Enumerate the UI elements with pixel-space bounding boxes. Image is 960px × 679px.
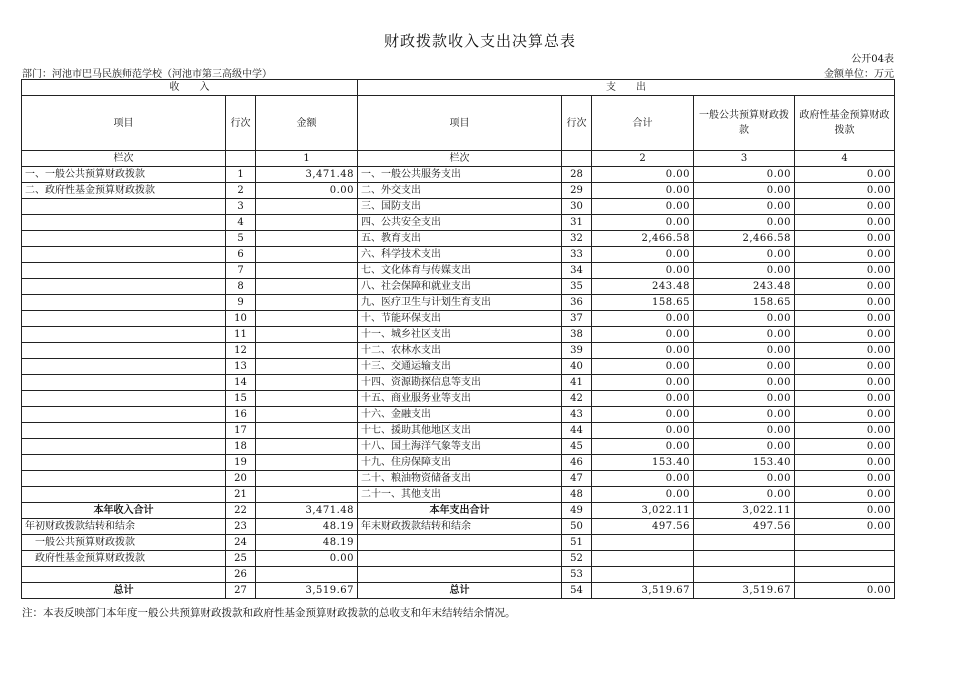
expense-total: 0.00 <box>592 375 694 391</box>
expense-line-no: 44 <box>562 423 592 439</box>
income-amount <box>256 247 358 263</box>
expense-general-budget: 0.00 <box>694 359 795 375</box>
expense-gov-fund <box>795 551 895 567</box>
expense-item: 十、节能环保支出 <box>358 311 562 327</box>
table-row <box>22 183 895 199</box>
expense-gov-fund: 0.00 <box>795 343 895 359</box>
table-row <box>22 343 895 359</box>
income-item <box>22 231 226 247</box>
expense-general-budget: 0.00 <box>694 407 795 423</box>
grand-total-income-label: 总计 <box>22 583 226 599</box>
expense-gov-fund: 0.00 <box>795 199 895 215</box>
income-amount-header: 金额 <box>256 96 358 151</box>
expense-total <box>592 551 694 567</box>
income-line-no: 13 <box>226 359 256 375</box>
expense-line-no: 41 <box>562 375 592 391</box>
expense-line-no: 33 <box>562 247 592 263</box>
expense-item: 年末财政拨款结转和结余 <box>358 519 562 535</box>
expense-item: 五、教育支出 <box>358 231 562 247</box>
expense-gov-fund: 0.00 <box>795 519 895 535</box>
expense-total-header: 合计 <box>592 96 694 151</box>
expense-total: 0.00 <box>592 407 694 423</box>
table-row <box>22 295 895 311</box>
table-row <box>22 279 895 295</box>
expense-gov-fund: 0.00 <box>795 471 895 487</box>
expense-total: 243.48 <box>592 279 694 295</box>
income-item: 政府性基金预算财政拨款 <box>22 551 226 567</box>
income-item <box>22 215 226 231</box>
income-line-no: 23 <box>226 519 256 535</box>
expense-line-no: 39 <box>562 343 592 359</box>
table-row <box>22 311 895 327</box>
expense-general-budget <box>694 551 795 567</box>
expense-item: 六、科学技术支出 <box>358 247 562 263</box>
column-label-2: 栏次 <box>358 151 562 167</box>
expense-general-budget: 0.00 <box>694 327 795 343</box>
income-line-no: 10 <box>226 311 256 327</box>
income-amount <box>256 263 358 279</box>
income-amount <box>256 343 358 359</box>
expense-item: 三、国防支出 <box>358 199 562 215</box>
expense-item: 九、医疗卫生与计划生育支出 <box>358 295 562 311</box>
expense-line-no: 35 <box>562 279 592 295</box>
income-amount: 0.00 <box>256 183 358 199</box>
expense-item: 七、文化体育与传媒支出 <box>358 263 562 279</box>
income-amount <box>256 487 358 503</box>
year-expense-total: 3,022.11 <box>592 503 694 519</box>
expense-general-budget: 153.40 <box>694 455 795 471</box>
expense-item: 十二、农林水支出 <box>358 343 562 359</box>
table-row <box>22 167 895 183</box>
income-line-no: 25 <box>226 551 256 567</box>
income-amount <box>256 455 358 471</box>
income-line-no: 12 <box>226 343 256 359</box>
expense-gov-fund: 0.00 <box>795 279 895 295</box>
expense-general-budget: 0.00 <box>694 343 795 359</box>
income-item <box>22 311 226 327</box>
income-amount: 0.00 <box>256 551 358 567</box>
income-amount <box>256 407 358 423</box>
expense-item: 八、社会保障和就业支出 <box>358 279 562 295</box>
unit-label: 金额单位：万元 <box>824 69 894 80</box>
income-line-no: 15 <box>226 391 256 407</box>
grand-total-general: 3,519.67 <box>694 583 795 599</box>
income-item <box>22 359 226 375</box>
expense-item <box>358 567 562 583</box>
expense-item: 二、外交支出 <box>358 183 562 199</box>
table-row <box>22 519 895 535</box>
income-amount <box>256 231 358 247</box>
expense-gov-fund: 0.00 <box>795 407 895 423</box>
expense-line-no: 38 <box>562 327 592 343</box>
column-number-row <box>22 151 895 167</box>
table-row <box>22 247 895 263</box>
expense-gov-fund: 0.00 <box>795 295 895 311</box>
income-item: 一、一般公共预算财政拨款 <box>22 167 226 183</box>
table-row <box>22 423 895 439</box>
expense-total: 0.00 <box>592 391 694 407</box>
expense-line-no: 52 <box>562 551 592 567</box>
income-amount <box>256 279 358 295</box>
grand-total-income-no: 27 <box>226 583 256 599</box>
income-item <box>22 327 226 343</box>
expense-item <box>358 551 562 567</box>
expense-gov-fund: 0.00 <box>795 327 895 343</box>
income-amount <box>256 391 358 407</box>
column-2: 2 <box>592 151 694 167</box>
expense-item: 一、一般公共服务支出 <box>358 167 562 183</box>
expense-gov-fund: 0.00 <box>795 167 895 183</box>
expense-total: 2,466.58 <box>592 231 694 247</box>
expense-total: 0.00 <box>592 359 694 375</box>
grand-total-row <box>22 583 895 599</box>
expense-line-no: 40 <box>562 359 592 375</box>
expense-general-budget: 497.56 <box>694 519 795 535</box>
column-blank-2 <box>562 151 592 167</box>
footnote: 注：本表反映部门本年度一般公共预算财政拨款和政府性基金预算财政拨款的总收支和年末结转结余情况。 <box>22 607 516 619</box>
income-item: 二、政府性基金预算财政拨款 <box>22 183 226 199</box>
table-row <box>22 199 895 215</box>
year-income-total-label: 本年收入合计 <box>22 503 226 519</box>
table-row <box>22 359 895 375</box>
income-item <box>22 247 226 263</box>
column-4: 4 <box>795 151 895 167</box>
income-amount <box>256 295 358 311</box>
table-row <box>22 471 895 487</box>
expense-line-no: 31 <box>562 215 592 231</box>
income-section-header: 收 入 <box>22 80 358 96</box>
table-row <box>22 487 895 503</box>
expense-total: 0.00 <box>592 439 694 455</box>
expense-general-budget: 2,466.58 <box>694 231 795 247</box>
income-amount <box>256 359 358 375</box>
income-amount: 48.19 <box>256 535 358 551</box>
year-income-total-amount: 3,471.48 <box>256 503 358 519</box>
expense-line-no: 29 <box>562 183 592 199</box>
expense-item: 十九、住房保障支出 <box>358 455 562 471</box>
expense-item: 四、公共安全支出 <box>358 215 562 231</box>
column-header-row <box>22 96 895 151</box>
expense-general-budget: 0.00 <box>694 423 795 439</box>
expense-item: 二十一、其他支出 <box>358 487 562 503</box>
expense-general-budget: 0.00 <box>694 199 795 215</box>
expense-general-budget: 158.65 <box>694 295 795 311</box>
income-line-no: 1 <box>226 167 256 183</box>
expense-gov-fund <box>795 535 895 551</box>
income-line-no: 6 <box>226 247 256 263</box>
income-item <box>22 439 226 455</box>
expense-gov-fund: 0.00 <box>795 423 895 439</box>
income-line-no: 16 <box>226 407 256 423</box>
expense-line-no: 43 <box>562 407 592 423</box>
income-amount <box>256 327 358 343</box>
income-amount <box>256 199 358 215</box>
expense-general-budget: 0.00 <box>694 375 795 391</box>
expense-general-budget: 0.00 <box>694 167 795 183</box>
income-item <box>22 487 226 503</box>
grand-total-expense-label: 总计 <box>358 583 562 599</box>
year-total-row <box>22 503 895 519</box>
expense-general-budget: 0.00 <box>694 215 795 231</box>
year-expense-total-label: 本年支出合计 <box>358 503 562 519</box>
expense-line-header: 行次 <box>562 96 592 151</box>
income-item <box>22 567 226 583</box>
income-line-no: 9 <box>226 295 256 311</box>
expense-gov-fund: 0.00 <box>795 231 895 247</box>
income-item <box>22 343 226 359</box>
income-amount <box>256 439 358 455</box>
expense-line-no: 45 <box>562 439 592 455</box>
income-line-no: 14 <box>226 375 256 391</box>
income-item: 一般公共预算财政拨款 <box>22 535 226 551</box>
expense-line-no: 46 <box>562 455 592 471</box>
income-item <box>22 423 226 439</box>
expense-total: 0.00 <box>592 311 694 327</box>
year-expense-total-no: 49 <box>562 503 592 519</box>
expense-gov-fund: 0.00 <box>795 215 895 231</box>
expense-gov-fund: 0.00 <box>795 439 895 455</box>
expense-total: 0.00 <box>592 423 694 439</box>
expense-item <box>358 535 562 551</box>
expense-item: 十七、援助其他地区支出 <box>358 423 562 439</box>
income-line-no: 4 <box>226 215 256 231</box>
income-item <box>22 391 226 407</box>
table-row <box>22 439 895 455</box>
expense-gov-fund: 0.00 <box>795 311 895 327</box>
expense-gov-fund: 0.00 <box>795 375 895 391</box>
gov-fund-header: 政府性基金预算财政拨款 <box>795 96 895 151</box>
income-amount <box>256 471 358 487</box>
grand-total-expense-no: 54 <box>562 583 592 599</box>
expense-total: 0.00 <box>592 167 694 183</box>
expense-total: 0.00 <box>592 199 694 215</box>
income-line-no: 18 <box>226 439 256 455</box>
grand-total-expense: 3,519.67 <box>592 583 694 599</box>
expense-total: 0.00 <box>592 343 694 359</box>
income-amount <box>256 311 358 327</box>
expense-line-no: 36 <box>562 295 592 311</box>
income-amount <box>256 375 358 391</box>
expense-general-budget: 243.48 <box>694 279 795 295</box>
table-row <box>22 215 895 231</box>
income-line-no: 17 <box>226 423 256 439</box>
section-header-row <box>22 80 895 96</box>
income-item <box>22 455 226 471</box>
expense-total <box>592 535 694 551</box>
income-item <box>22 471 226 487</box>
income-line-no: 8 <box>226 279 256 295</box>
year-expense-general: 3,022.11 <box>694 503 795 519</box>
income-amount <box>256 423 358 439</box>
expense-item-header: 项目 <box>358 96 562 151</box>
income-item: 年初财政拨款结转和结余 <box>22 519 226 535</box>
expense-item: 十五、商业服务业等支出 <box>358 391 562 407</box>
expense-total: 0.00 <box>592 327 694 343</box>
expense-line-no: 51 <box>562 535 592 551</box>
income-line-no: 3 <box>226 199 256 215</box>
expense-general-budget: 0.00 <box>694 263 795 279</box>
expense-total: 0.00 <box>592 487 694 503</box>
income-amount: 48.19 <box>256 519 358 535</box>
income-item-header: 项目 <box>22 96 226 151</box>
table-row <box>22 455 895 471</box>
income-item <box>22 375 226 391</box>
expense-total: 0.00 <box>592 263 694 279</box>
expense-item: 二十、粮油物资储备支出 <box>358 471 562 487</box>
expense-line-no: 48 <box>562 487 592 503</box>
income-line-no: 5 <box>226 231 256 247</box>
income-line-no: 2 <box>226 183 256 199</box>
income-line-no: 26 <box>226 567 256 583</box>
table-row <box>22 327 895 343</box>
expense-total: 0.00 <box>592 183 694 199</box>
page-title: 财政拨款收入支出决算总表 <box>383 32 576 50</box>
expense-general-budget: 0.00 <box>694 183 795 199</box>
expense-total: 497.56 <box>592 519 694 535</box>
income-item <box>22 199 226 215</box>
column-blank <box>226 151 256 167</box>
expense-item: 十四、资源勘探信息等支出 <box>358 375 562 391</box>
expense-gov-fund <box>795 567 895 583</box>
table-row <box>22 551 895 567</box>
expense-general-budget <box>694 535 795 551</box>
expense-total <box>592 567 694 583</box>
grand-total-income-amount: 3,519.67 <box>256 583 358 599</box>
form-number: 公开04表 <box>851 54 894 65</box>
expense-item: 十六、金融支出 <box>358 407 562 423</box>
table-row <box>22 375 895 391</box>
expense-item: 十三、交通运输支出 <box>358 359 562 375</box>
income-line-no: 24 <box>226 535 256 551</box>
expense-total: 158.65 <box>592 295 694 311</box>
expense-gov-fund: 0.00 <box>795 247 895 263</box>
income-item <box>22 295 226 311</box>
grand-total-fund: 0.00 <box>795 583 895 599</box>
expense-line-no: 47 <box>562 471 592 487</box>
expense-gov-fund: 0.00 <box>795 183 895 199</box>
expense-line-no: 50 <box>562 519 592 535</box>
expense-gov-fund: 0.00 <box>795 359 895 375</box>
expense-gov-fund: 0.00 <box>795 263 895 279</box>
expense-item: 十一、城乡社区支出 <box>358 327 562 343</box>
expense-gov-fund: 0.00 <box>795 487 895 503</box>
table-row <box>22 567 895 583</box>
expense-line-no: 32 <box>562 231 592 247</box>
table-row <box>22 231 895 247</box>
year-income-total-no: 22 <box>226 503 256 519</box>
income-line-no: 21 <box>226 487 256 503</box>
expense-gov-fund: 0.00 <box>795 455 895 471</box>
table-row <box>22 263 895 279</box>
income-line-no: 7 <box>226 263 256 279</box>
expense-general-budget: 0.00 <box>694 487 795 503</box>
expense-general-budget: 0.00 <box>694 247 795 263</box>
table-row <box>22 407 895 423</box>
expense-general-budget <box>694 567 795 583</box>
income-line-no: 20 <box>226 471 256 487</box>
table-row <box>22 391 895 407</box>
budget-summary-table <box>21 79 895 599</box>
expense-line-no: 42 <box>562 391 592 407</box>
income-amount <box>256 567 358 583</box>
expense-line-no: 34 <box>562 263 592 279</box>
expense-total: 0.00 <box>592 247 694 263</box>
income-line-no: 19 <box>226 455 256 471</box>
expense-item: 十八、国土海洋气象等支出 <box>358 439 562 455</box>
income-amount: 3,471.48 <box>256 167 358 183</box>
expense-general-budget: 0.00 <box>694 391 795 407</box>
expense-total: 0.00 <box>592 471 694 487</box>
general-budget-header: 一般公共预算财政拨款 <box>694 96 795 151</box>
income-amount <box>256 215 358 231</box>
table-row <box>22 535 895 551</box>
expense-line-no: 30 <box>562 199 592 215</box>
column-label: 栏次 <box>22 151 226 167</box>
income-item <box>22 407 226 423</box>
expense-total: 0.00 <box>592 215 694 231</box>
expense-total: 153.40 <box>592 455 694 471</box>
expense-line-no: 28 <box>562 167 592 183</box>
year-expense-fund: 0.00 <box>795 503 895 519</box>
income-item <box>22 279 226 295</box>
department-label: 部门：河池市巴马民族师范学校（河池市第三高级中学） <box>22 69 272 80</box>
expense-general-budget: 0.00 <box>694 439 795 455</box>
expense-section-header: 支 出 <box>358 80 895 96</box>
income-line-no: 11 <box>226 327 256 343</box>
expense-gov-fund: 0.00 <box>795 391 895 407</box>
column-3: 3 <box>694 151 795 167</box>
expense-line-no: 37 <box>562 311 592 327</box>
income-item <box>22 263 226 279</box>
expense-general-budget: 0.00 <box>694 311 795 327</box>
column-1: 1 <box>256 151 358 167</box>
income-line-header: 行次 <box>226 96 256 151</box>
expense-general-budget: 0.00 <box>694 471 795 487</box>
expense-line-no: 53 <box>562 567 592 583</box>
